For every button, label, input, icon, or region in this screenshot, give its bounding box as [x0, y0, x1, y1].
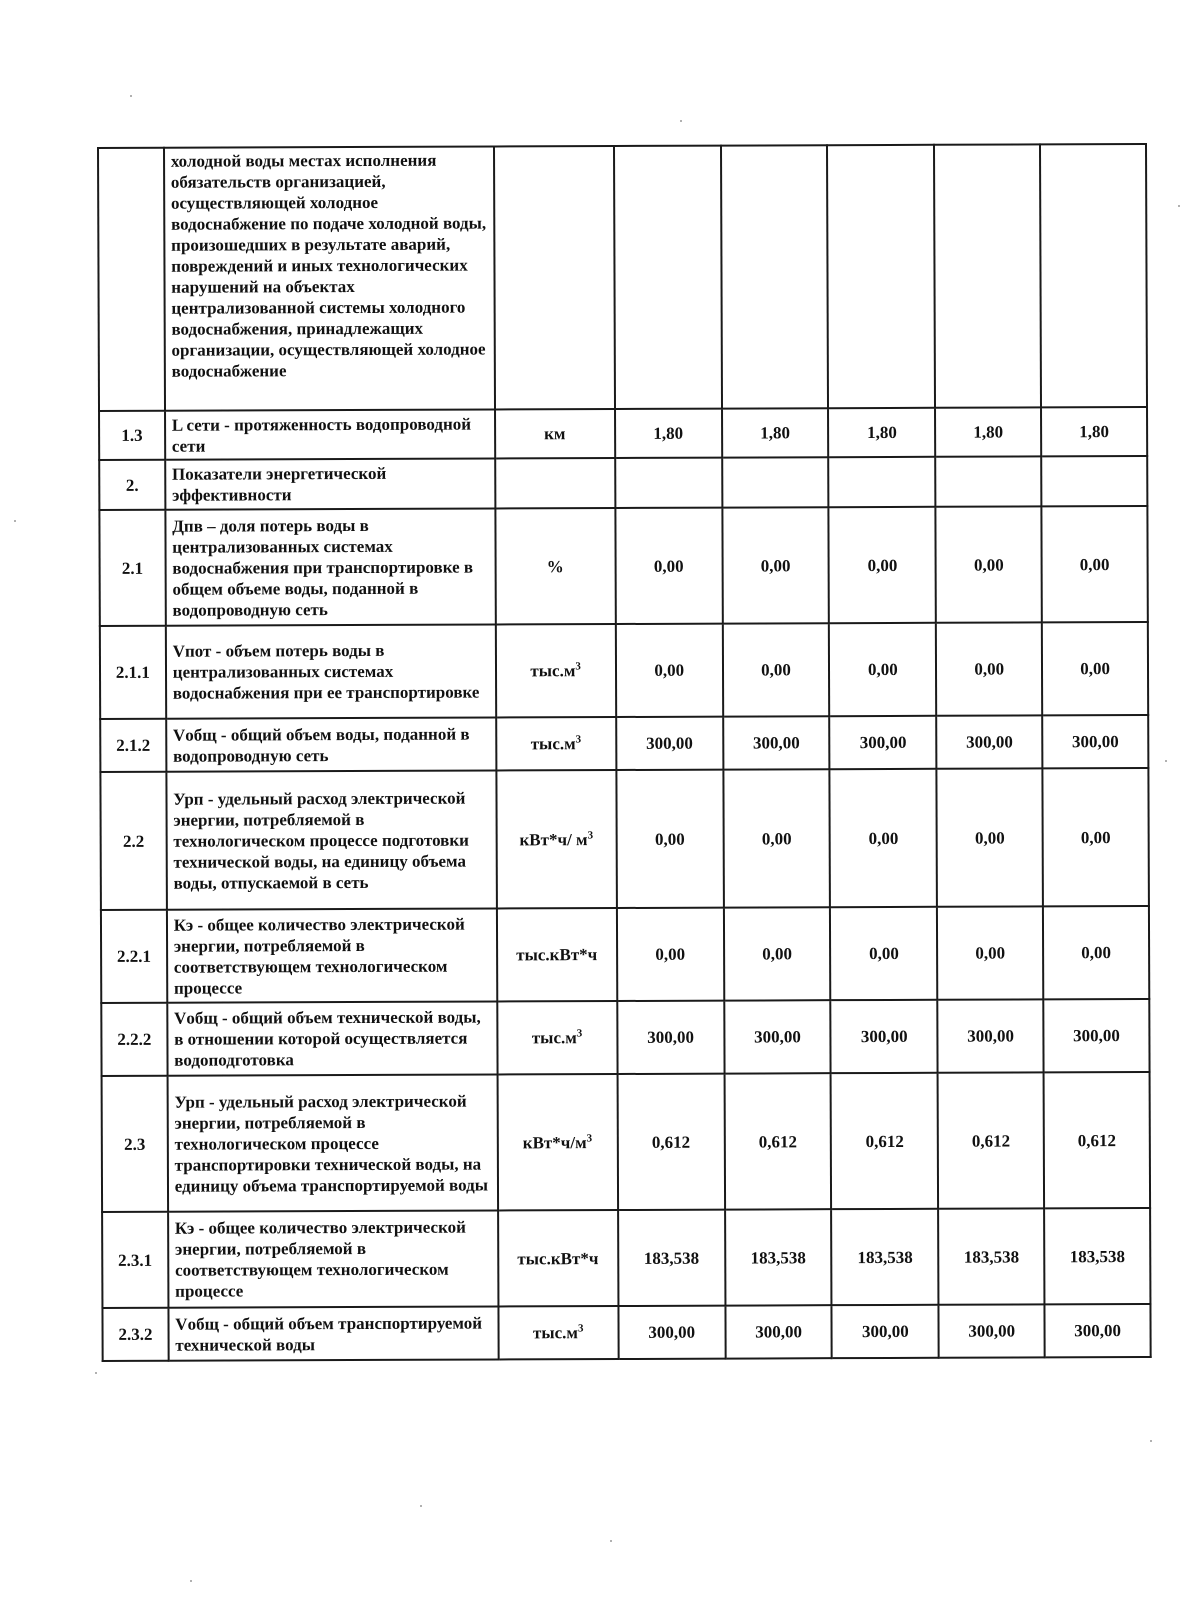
- value-cell: 0,612: [831, 1073, 938, 1209]
- value-cell: 300,00: [830, 716, 937, 769]
- value-cell: 0,00: [936, 506, 1042, 622]
- value-cell: 0,00: [830, 769, 937, 907]
- value-cell: 0,00: [829, 623, 936, 716]
- table-row: [102, 1304, 1150, 1361]
- value-cell: 300,00: [723, 716, 830, 769]
- value-cell: [615, 458, 722, 508]
- value-cell: 0,00: [722, 623, 829, 716]
- value-cell: 0,00: [616, 624, 723, 717]
- row-unit: [494, 146, 615, 409]
- row-description: Урп - удельный расход электрической энергии, потребляемой в технологическом процессе транспортировки технической воды, на единицу объема транспортируемой воды: [167, 1074, 497, 1211]
- row-description: Кэ - общее количество электрической энергии, потребляемой в соответствующем технологическом процессе: [168, 1210, 498, 1307]
- value-cell: [827, 145, 935, 408]
- value-cell: [1041, 456, 1147, 506]
- value-cell: 183,538: [618, 1210, 725, 1306]
- row-description: Vпот - объем потерь воды в централизованных системах водоснабжения при ее транспортировке: [166, 624, 496, 718]
- row-description: Дпв – доля потерь воды в централизованных системах водоснабжения при транспортировке в общем объеме воды, поданной в водопроводную сеть: [165, 508, 495, 625]
- value-cell: [721, 145, 829, 408]
- row-number: 2.1.1: [100, 626, 166, 719]
- row-number: 1.3: [99, 411, 165, 460]
- value-cell: 1,80: [722, 408, 829, 457]
- row-unit: [495, 458, 615, 508]
- row-number: 2.2: [100, 772, 166, 910]
- row-number: 2.3.1: [102, 1212, 168, 1308]
- value-cell: 300,00: [832, 1305, 939, 1358]
- value-cell: 0,00: [937, 906, 1043, 999]
- row-unit: кВт*ч/ $м^3$: [496, 770, 617, 908]
- row-number: 2.3.2: [102, 1308, 168, 1361]
- value-cell: 183,538: [725, 1209, 832, 1305]
- value-cell: 0,00: [1043, 906, 1149, 999]
- value-cell: 1,80: [615, 409, 722, 458]
- scan-speck: [1165, 760, 1167, 762]
- row-number: 2.: [99, 460, 165, 510]
- value-cell: 300,00: [1045, 1304, 1151, 1357]
- scan-speck: [1178, 205, 1180, 207]
- value-cell: 183,538: [832, 1209, 939, 1305]
- row-description: Кэ - общее количество электрической энергии, потребляемой в соответствующем технологическом процессе: [167, 908, 497, 1002]
- row-unit: $тыс.м^3$: [497, 1001, 617, 1074]
- row-number: 2.3: [102, 1076, 168, 1212]
- value-cell: 300,00: [617, 1001, 724, 1074]
- row-unit: $тыс.м^3$: [495, 624, 616, 717]
- value-cell: 0,00: [1042, 768, 1148, 906]
- value-cell: 300,00: [936, 715, 1042, 768]
- table-row: [100, 622, 1148, 719]
- value-cell: 0,00: [723, 769, 830, 907]
- value-cell: 0,00: [616, 770, 723, 908]
- value-cell: [722, 457, 829, 507]
- row-description: Показатели энергетической эффективности: [165, 458, 495, 509]
- row-unit: %: [495, 508, 616, 624]
- row-unit: $тыс.м^3$: [498, 1306, 618, 1359]
- value-cell: [829, 457, 936, 507]
- value-cell: 0,00: [1042, 622, 1148, 715]
- row-unit: $кВт*ч/м^3$: [497, 1074, 618, 1210]
- value-cell: 0,612: [938, 1072, 1044, 1208]
- scan-speck: [420, 1505, 422, 1507]
- value-cell: 300,00: [938, 999, 1044, 1072]
- row-description: Vобщ - общий объем воды, поданной в водопроводную сеть: [166, 717, 496, 771]
- row-description: Vобщ - общий объем технической воды, в отношении которой осуществляется водоподготовка: [167, 1001, 497, 1075]
- scan-speck: [1150, 1440, 1152, 1442]
- row-number: [98, 148, 165, 411]
- value-cell: [1040, 144, 1147, 407]
- row-unit: $тыс.м^3$: [496, 717, 616, 770]
- value-cell: 1,80: [1041, 407, 1147, 456]
- table-row: [99, 456, 1147, 510]
- value-cell: 300,00: [1042, 715, 1148, 768]
- table-row: [102, 1208, 1150, 1308]
- scan-speck: [14, 520, 16, 522]
- row-number: 2.2.2: [101, 1003, 167, 1076]
- scan-speck: [95, 1372, 97, 1374]
- value-cell: 183,538: [1044, 1208, 1150, 1304]
- value-cell: 0,612: [617, 1074, 724, 1210]
- table-row: [101, 906, 1149, 1003]
- table-row: [101, 999, 1149, 1076]
- value-cell: 0,612: [724, 1073, 831, 1209]
- value-cell: 0,00: [937, 768, 1043, 906]
- row-number: 2.1.2: [100, 719, 166, 772]
- value-cell: 300,00: [725, 1305, 832, 1358]
- scan-speck: [680, 120, 682, 122]
- table-row: [99, 407, 1147, 460]
- value-cell: [614, 146, 722, 409]
- scan-speck: [190, 1580, 192, 1582]
- value-cell: 0,00: [830, 907, 937, 1000]
- value-cell: 0,00: [936, 622, 1042, 715]
- value-cell: 0,612: [1044, 1072, 1150, 1208]
- value-cell: 1,80: [935, 407, 1041, 456]
- row-description: Урп - удельный расход электрической энергии, потребляемой в технологическом процессе подготовки технической воды, на единицу объема воды, отпускаемой в сеть: [166, 770, 496, 909]
- value-cell: 300,00: [618, 1306, 725, 1359]
- row-number: 2.2.1: [101, 910, 167, 1003]
- table-row: [98, 144, 1147, 411]
- value-cell: 0,00: [724, 907, 831, 1000]
- table-row: [100, 768, 1149, 910]
- value-cell: 0,00: [615, 508, 722, 624]
- value-cell: 300,00: [939, 1304, 1045, 1357]
- value-cell: 1,80: [828, 408, 935, 457]
- value-cell: 0,00: [1041, 506, 1147, 622]
- scan-speck: [610, 1540, 612, 1542]
- value-cell: 300,00: [616, 717, 723, 770]
- row-unit: тыс.кВт*ч: [496, 908, 617, 1001]
- row-description: L сети - протяженность водопроводной сети: [165, 409, 495, 459]
- value-cell: 0,00: [617, 908, 724, 1001]
- value-cell: 0,00: [722, 507, 829, 623]
- row-unit: км: [495, 409, 615, 458]
- value-cell: [935, 456, 1041, 506]
- row-unit: тыс.кВт*ч: [498, 1210, 619, 1306]
- value-cell: 183,538: [938, 1208, 1044, 1304]
- indicators-table: [97, 143, 1152, 1362]
- table-row: [100, 715, 1148, 772]
- row-number: 2.1: [99, 510, 165, 626]
- scan-speck: [130, 95, 132, 97]
- value-cell: 300,00: [1043, 999, 1149, 1072]
- value-cell: [934, 144, 1041, 407]
- row-description: холодной воды местах исполнения обязательств организацией, осуществляющей холодное водоснабжение по подаче холодной воды, произошедших в результате аварий, повреждений и иных технологических нарушений на объектах централизованной системы холодного водоснабжения, принадлежащих организации, осуществляющей холодное водоснабжение: [164, 146, 495, 410]
- value-cell: 0,00: [829, 507, 936, 623]
- table-row: [102, 1072, 1151, 1212]
- table-row: [99, 506, 1147, 626]
- row-description: Vобщ - общий объем транспортируемой технической воды: [168, 1306, 498, 1360]
- value-cell: 300,00: [724, 1000, 831, 1073]
- value-cell: 300,00: [831, 1000, 938, 1073]
